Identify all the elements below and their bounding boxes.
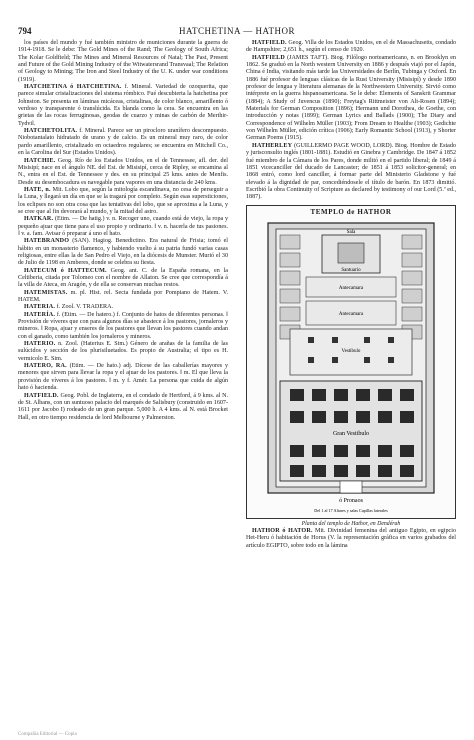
dictionary-entry (18, 158, 228, 187)
entry-definition: Mit. Divinidad femenina del antiguo Egipto, en egipcio Het-Heru ó habitación de Horus (V. la representación gráfica en varios grabados del artículo EGIPTO, sobre todo en la lámina (246, 527, 456, 549)
entry-definition: n. Zool. (Haterius E. Sim.) Género de arañas de la familia de las sulúcidos y sección de los plurisiluetados. Es propio de Australia; el tipo es H. vermicolo E. Sim. (18, 341, 228, 362)
dictionary-entry (246, 528, 456, 550)
dictionary-entry (18, 304, 228, 311)
dictionary-entry (18, 84, 228, 128)
entry-definition: Mit. Lobo que, según la mitología escandinava, no cesa de perseguir a la Luna, y llegará un día en que se la tragará por completo. Según esas supersticiones, los eclipses no son otra cosa que las tentativas del lobo, que se aproxima a la Luna, y se cree que al fin devorará al mundo, y la mitad del astro. (18, 186, 228, 215)
entry-headword: HATERÍA. (24, 311, 56, 318)
dictionary-entry (18, 363, 228, 392)
entry-headword: HATEMISTAS. (24, 289, 68, 296)
entry-definition: m. pl. Hist. rel. Secta fundada por Pompiano de Hatem. V. HATEM. (18, 289, 228, 304)
entry-headword: HATFIELD. (24, 392, 59, 399)
entry-definition: (Etim. — De hatig.) v. n. Recoger uno, cuando está de viejo, la ropa y pequeño ajuar que tiene para el uso propio y ordinario. ‖ v. n. hacerla de tus pasiones. ‖ v. a. fam. Avisar ó preparar á uno el hato. (18, 216, 228, 237)
dictionary-entry (18, 341, 228, 363)
dictionary-entry (18, 268, 228, 290)
dictionary-entry (246, 55, 456, 143)
right-column (246, 40, 456, 724)
left-column (18, 40, 228, 724)
running-title: HATCHETINA — HATHOR (179, 26, 295, 36)
entry-definition: Geog. ant. C. de la España romana, en la Celtiberia, citada por Tolomeo con el nombre de Allaton. Se cree que correspondía á la villa de Ateca, en Aragón, y de ella se conservan muchas restos. (18, 267, 228, 289)
dictionary-entry (18, 312, 228, 341)
dictionary-entry (18, 290, 228, 305)
right-column-bottom-entries (246, 528, 456, 550)
page-footer: Compañía Editorial — Copia (18, 732, 77, 737)
dictionary-entry (18, 238, 228, 267)
figure-caption: Planta del templo de Hathor, en Dendérah (301, 520, 401, 527)
label-antecamara-1: Antecamara (338, 285, 364, 291)
label-gran-vestibulo: Gran Vestibulo (332, 430, 370, 437)
entry-headword: HATHERLEY (252, 142, 293, 149)
entry-headword: HATFIELD (252, 54, 285, 61)
label-antecamara-2: Antecamara (338, 311, 364, 317)
entry-headword: HATFIELD. (252, 40, 287, 46)
entry-headword: HATCHIE. (24, 157, 56, 164)
dictionary-page (14, 26, 460, 737)
page-number: 794 (18, 26, 32, 36)
dictionary-entry (18, 393, 228, 422)
dictionary-entry (18, 40, 228, 84)
label-vestibulo: Vestibulo (341, 348, 361, 354)
temple-entrance (340, 481, 362, 493)
temple-floor-plan (250, 219, 452, 515)
label-santuario: Santuario (341, 267, 361, 273)
entry-definition: los países del mundo y fué también ministro de municiones durante la guerra de 1914-1918. Se le debe: The Gold Mines of the Rand; The Geology of South Africa; The Kolar Goldfield; The Mines and Mineral Resources of Natal; The Past, Present and Future of the Gold Mining Industry of the Witwatersrand Transvaal; The Relation of Geology to Mining; The Iron and Steel Industry of the U. K. under war conditions (1919). (18, 40, 228, 83)
page-header (14, 26, 460, 38)
entry-headword: HATERO, RA. (24, 363, 67, 370)
entry-definition: Geog. Villa de los Estados Unidos, en el de Massachusetts, condado de Hampshire; 2,651 h., según el censo de 1920. (246, 40, 456, 54)
entry-definition: (Etim. — De hato.) adj. Dícese de las caballerías mayores y menores que sirven para llevar la ropa y el ajuar de los pastores. ‖ m. El que lleva la provisión de víveres á los pastores. ‖ m. y f. Amér. La persona que cuida de algún hato ó hacienda. (18, 363, 228, 392)
dictionary-entry (18, 216, 228, 238)
entry-definition: Geog. Río de los Estados Unidos, en el de Tennessee, afl. der. del Misisipí; nace en el ángulo NE. del Est. de Misisipí, cerca de Ripley, se encamina al N., entra en el Est. de Tennessee y des. en su principal 25 kms. antes de Menfis. Desde su desembocadura es navegable para vapores en una distancia de 240 kms. (18, 157, 228, 186)
dictionary-entry (246, 143, 456, 202)
naos-shrine (338, 243, 364, 263)
entry-definition: (SAN). Hagiog. Benedictino. Era natural de Frisia; tomó el hábito en un monasterio flamenco, y habiendo vuelto á su patria fundó varias casas religiosas, entre ellas la de San Pedro el Viejo, en la diócesis de Munster. Murió el 30 de Julio de 1198 en Amberes, donde se celebra su fiesta. (18, 238, 228, 267)
entry-definition: (GUILLERMO PAGE WOOD, LORD). Biog. Hombre de Estado y jurisconsulto inglés (1801-1881). Estudió en Ginebra y Cambridge. De 1847 á 1852 fué miembro de la Cámara de los Pares, donde militó en el partido liberal; de 1849 á 1851 vicecanciller del ducado de Lancaster; de 1851 á 1853 solicitor-general; en 1868 entró, como lord canciller, á formar parte del Ministerio Gladstone y fué elevado á la dignidad de par, concediéndosele el título de barón. En 1873 dimitió. Escribió la obra Continuity of Scripture as declared by testimony of our Lord (5.ª ed., 1887). (246, 142, 456, 201)
dictionary-entry (18, 187, 228, 216)
entry-headword: HATHOR ó HATOR. (252, 527, 313, 534)
dictionary-entry (18, 128, 228, 157)
scale-note: Del 1 al 17 Altares y salas Capillas laterales (314, 507, 388, 513)
right-column-top-entries (246, 40, 456, 202)
entry-headword: HATERIA. (24, 304, 56, 311)
entry-definition: f. Mineral. Variedad de ozoquerita, que parece simular cristalizaciones del sistema rómbico. Fué descubierta la hatchetina por Johnston. Se presenta en láminas micáceas, cristalinas, de color blanco, amarillento ó verdoso y transparente ó translúcida. Es blanda como la cera. Se encuentra en las grietas de las rocas ferruginosas, geodas de cuarzo y minas de carbón de Merthir-Tydvil. (18, 84, 228, 127)
entry-definition: f. (Etim. — De hatero.) f. Conjunto de hatos de diferentes personas. ‖ Provisión de víveres que con para algunos días se abastece á los pastores, jornaleros y mineros. ‖ Ropa, ajuar y enseres de los pastores que llevan los pastores cuando andan con el ganado, como también los jornaleros y mineros. (18, 311, 228, 340)
figure-title: TEMPLO de HATHOR (310, 207, 392, 216)
label-pronaos: ó Pronaos (339, 497, 363, 504)
temple-plan-figure (246, 205, 456, 519)
label-sala: Sala (346, 229, 356, 235)
entry-headword: HATCHETINA ó HATCHETINA. (24, 84, 122, 91)
dictionary-entry (246, 40, 456, 55)
entry-definition: Geog. Pobl. de Inglaterra, en el condado de Hertford, á 9 kms. al N. de St. Albans, con un suntuoso palacio del marqués de Salisbury (construido en 1607-1611 por Jacobo I) rodeado de un gran parque. 5,000 h. A 4 kms. al N. está Brocket Hall, en otro tiempo residencia de lord Melbourne y Palmerston. (18, 392, 228, 421)
entry-headword: HATCHETOLITA. (24, 128, 78, 135)
entry-headword: HATECUM ó HATTECUM. (24, 267, 107, 274)
entry-definition: (JAMES TAFT). Biog. Filólogo norteamericano, n. en Brooklyn en 1862. Se graduó en la North western University en 1886 y después viajó por el Japón, China é India, visitando más tarde las Universidades de Berlín, Tubinga y Oxford. En 1886 fué profesor de lenguas clásicas de la Rust University (Misisipí) y desde 1890 profesor de lengua y literatura alemanas de la Northwestern University. Sirvió como intérprete en la guerra hispanoamericana. Se le debe: Elements of Sanskrit Grammar (1884); A Study of Juvencus (1890); Freytag's Rittmeister von Alt-Rosen (1894); Materials for German Composition (1896); Hermann und Dorothea, de Goethe, con introducción y notas (1899); German Lyrics and Ballads (1900); The Diary and Correspondence of Wilhelm Müller (1903); From Dream to Healthe (1903); Gedichte von Wilhelm Müller, edición crítica (1906); Early Romantic School (1913), y Shorter German Poems (1915). (246, 54, 456, 142)
entry-headword: HATEBRANDO (24, 238, 70, 245)
entry-headword: HATE, n. (24, 186, 51, 193)
entry-definition: f. Zool. V. TRADERA. (56, 304, 114, 311)
entry-definition: f. Mineral. Parece ser un pirocloro uranífero descompuesto. Niobotantalato hidratado de urano y de calcio. Es un mineral muy raro, de color pardo amarillento, cristalizado en octaedros regulares; se encuentra en Mitchell Co., en la Carolina del Sur (Estados Unidos). (18, 128, 228, 157)
entry-headword: HATKAR. (24, 216, 54, 223)
entry-headword: HATERIO. (24, 341, 56, 348)
